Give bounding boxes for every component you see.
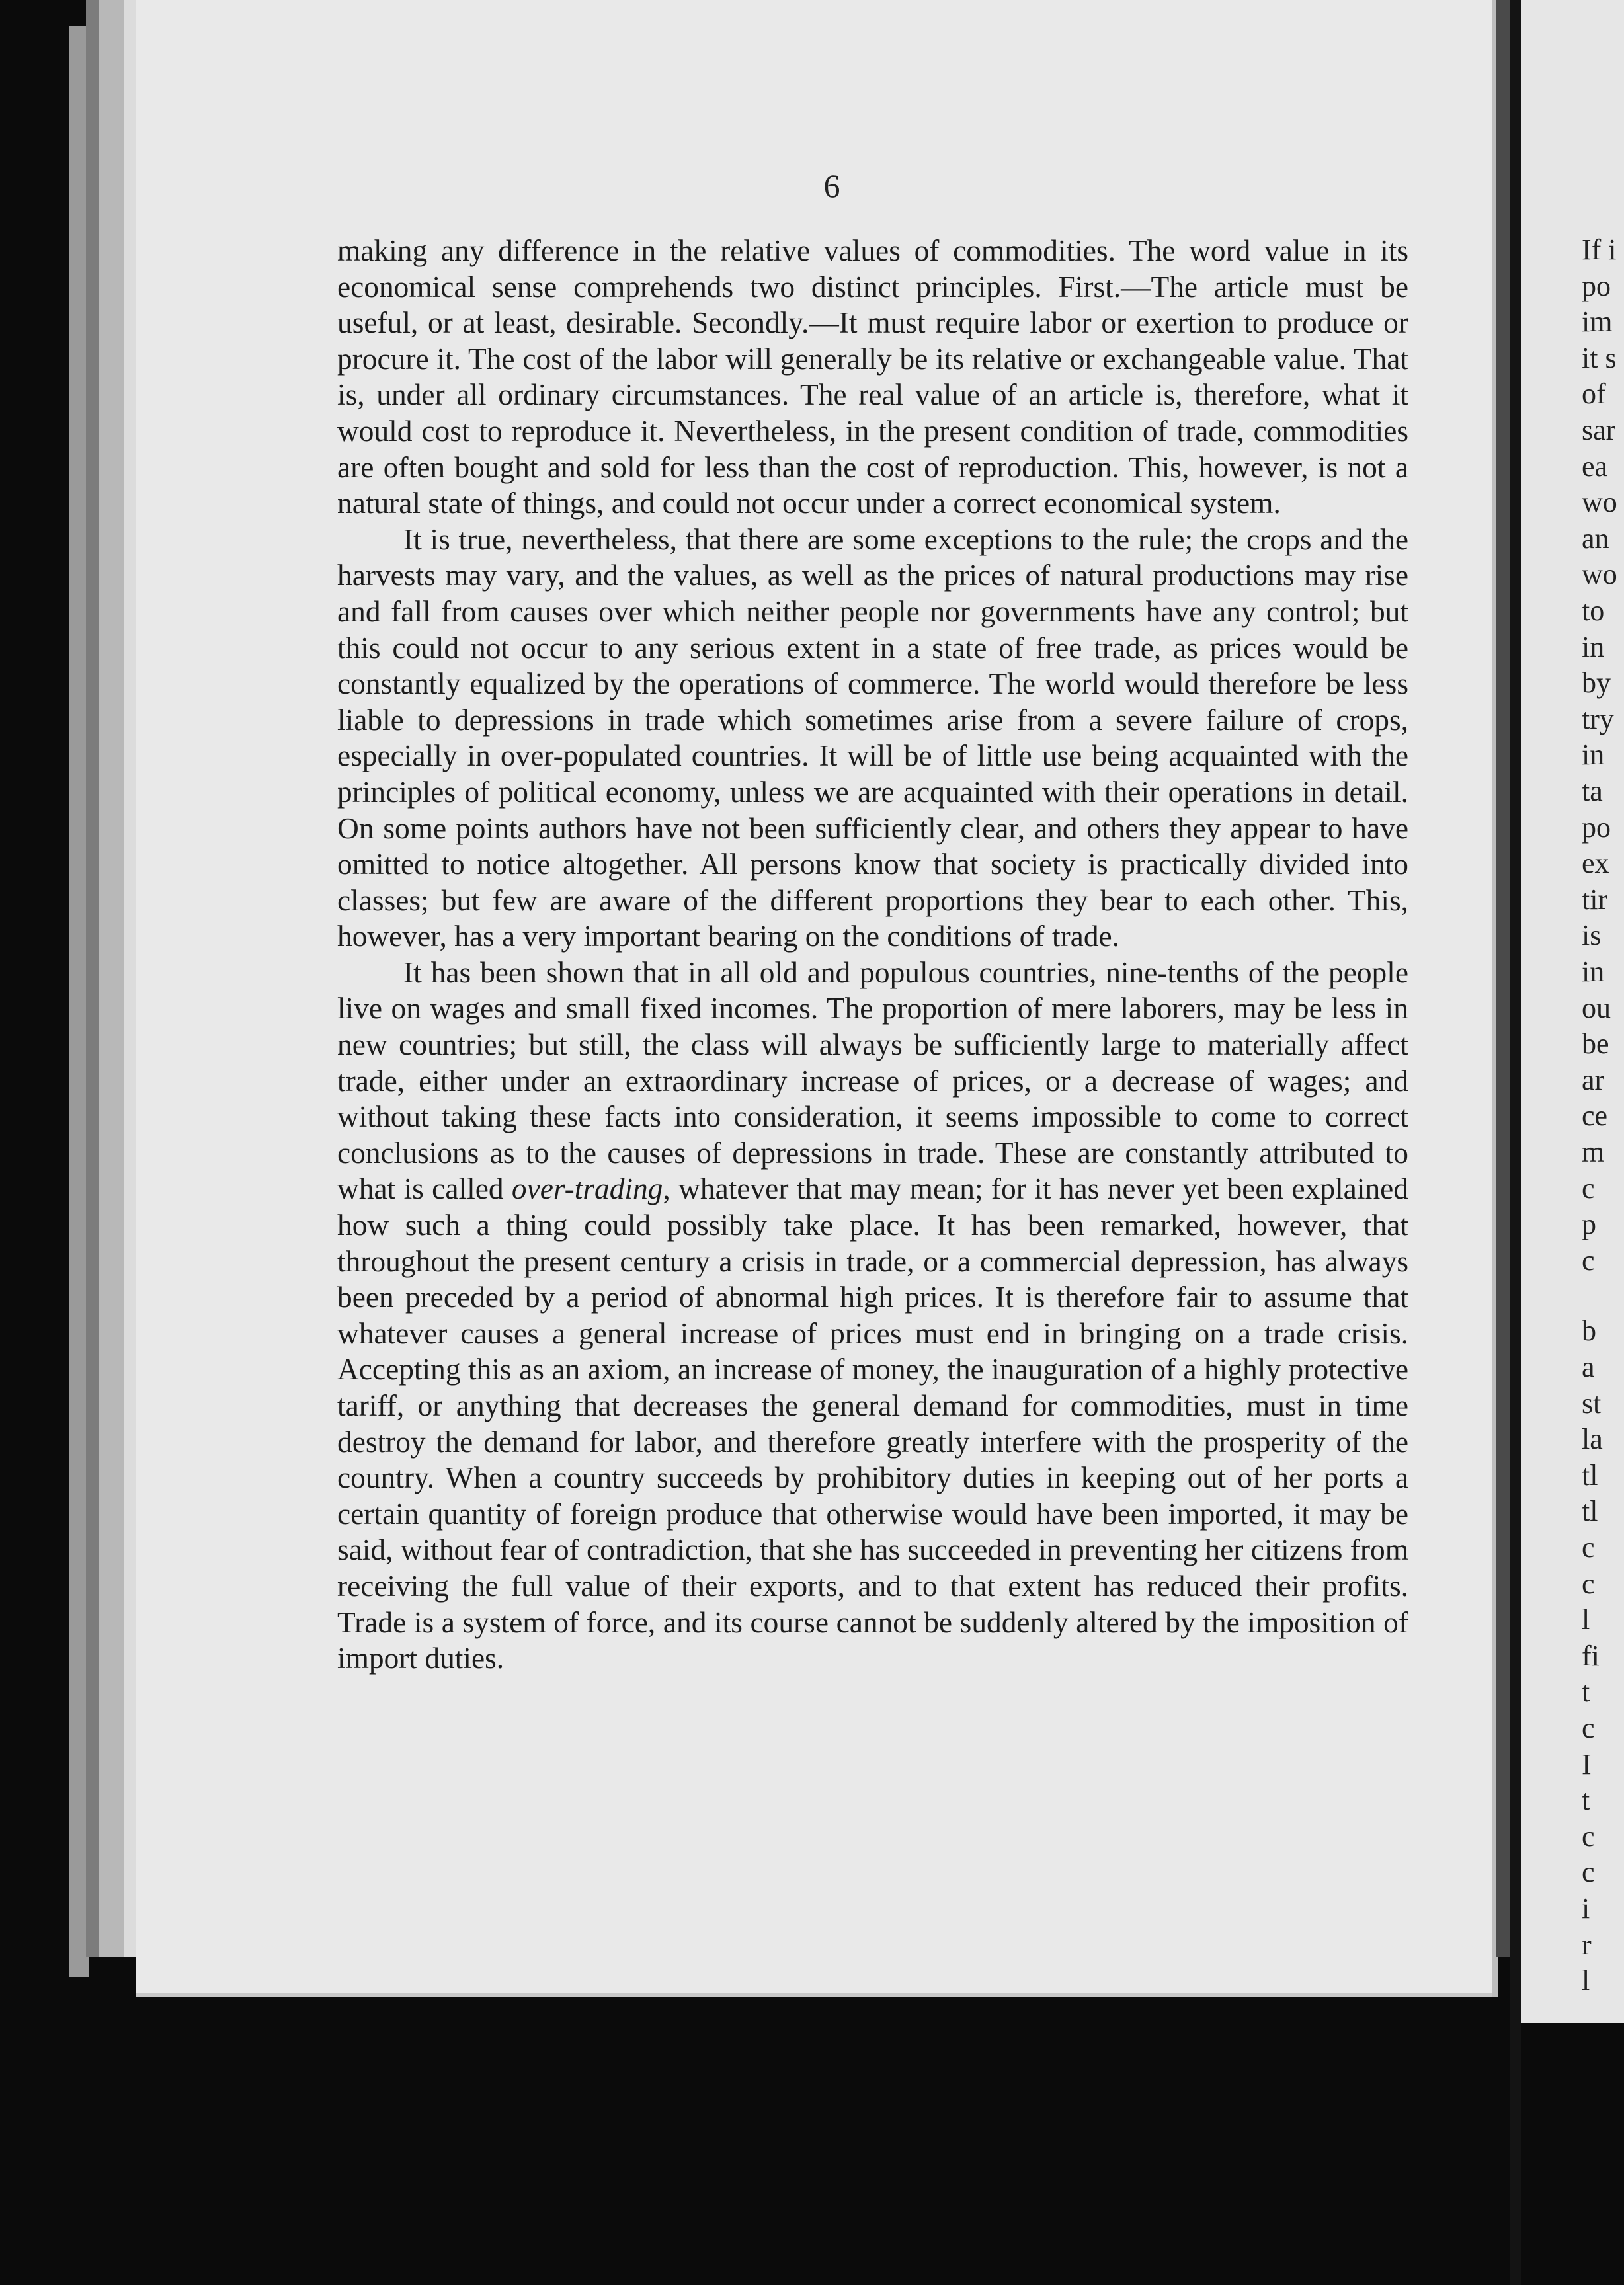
page-fold-shadow	[1496, 0, 1510, 1957]
paragraph-3	[337, 955, 1408, 1677]
facing-page-fragment: If i	[1582, 233, 1617, 266]
facing-page-fragment: it s	[1582, 341, 1617, 374]
facing-page-fragment: b	[1582, 1314, 1596, 1347]
facing-page-fragment: ou	[1582, 991, 1611, 1024]
facing-page-fragment: fi	[1582, 1639, 1600, 1672]
facing-page-fragment: c	[1582, 1712, 1595, 1744]
facing-page-fragment: ar	[1582, 1063, 1605, 1096]
facing-page-fragment: c	[1582, 1856, 1595, 1889]
stacked-page-edge	[99, 0, 126, 1957]
paragraph-2: It is true, nevertheless, that there are some exceptions to the rule; the crops and the harvests may vary, and the values, as well as the prices of natural productions may rise and fall from causes over which neither people nor governments have any control; but this could not occur to any serious extent in a state of free trade, as prices would be constantly equalized by the operations of commerce. The world would therefore be less liable to depressions in trade which sometimes arise from a severe failure of crops, especially in over-populated countries. It will be of little use being acquainted with the principles of political economy, unless we are acquainted with their operations in detail. On some points authors have not been sufficiently clear, and others they appear to have omitted to notice altogether. All persons know that society is practically divided into classes; but few are aware of the different proportions they bear to each other. This, however, has a very important bearing on the conditions of trade.	[337, 522, 1408, 953]
facing-page	[1521, 0, 1624, 2023]
facing-page-fragment: ex	[1582, 847, 1609, 880]
facing-page-fragment: wo	[1582, 486, 1617, 519]
italic-term: over-trading	[511, 1172, 663, 1206]
facing-page-fragment: po	[1582, 811, 1611, 844]
page-number: 6	[823, 167, 840, 204]
facing-page-fragment: a	[1582, 1351, 1595, 1383]
facing-page-fragment: in	[1582, 630, 1605, 663]
facing-page-fragment: l	[1582, 1603, 1590, 1636]
facing-page-fragment: t	[1582, 1675, 1590, 1708]
facing-page-fragment: by	[1582, 666, 1611, 700]
facing-page-fragment: ea	[1582, 450, 1608, 483]
facing-page-fragment: t	[1582, 1784, 1590, 1817]
facing-page-fragment: ce	[1582, 1100, 1608, 1133]
facing-page-fragment: c	[1582, 1567, 1595, 1600]
facing-page-fragment: l	[1582, 1964, 1590, 1997]
facing-page-fragment: try	[1582, 702, 1614, 735]
facing-page-fragment: ta	[1582, 775, 1603, 807]
facing-page-fragment: I	[1582, 1747, 1592, 1781]
facing-page-fragment: c	[1582, 1531, 1595, 1564]
facing-page-fragment: be	[1582, 1027, 1609, 1061]
facing-page-fragment: in	[1582, 739, 1605, 772]
facing-page-fragment: tl	[1582, 1495, 1598, 1528]
facing-page-fragment: sar	[1582, 414, 1616, 446]
facing-page-fragment: la	[1582, 1423, 1603, 1456]
paragraph-3-text: It has been shown that in all old and populous countries, nine-tenths of the people live on wages and small fixed incomes. The proportion of mere laborers, may be less in new countries; but still, the class will always be sufficiently large to materially affect trade, either under an extraordinary increase of prices, or a decrease of wages; and without taking these facts into consideration, it seems impossible to come to correct conclusions as to the causes of depressions in trade. These are constantly attributed to what is called	[337, 955, 1408, 1206]
facing-page-fragment: st	[1582, 1386, 1602, 1420]
facing-page-fragment: c	[1582, 1820, 1595, 1853]
facing-page-fragment: tl	[1582, 1459, 1598, 1492]
facing-page-fragment: p	[1582, 1208, 1596, 1241]
facing-page-fragment: of	[1582, 378, 1606, 411]
facing-page-fragment: r	[1582, 1928, 1592, 1961]
facing-page-fragment: im	[1582, 305, 1613, 339]
book-gutter	[1510, 0, 1521, 2285]
facing-page-fragment: in	[1582, 955, 1605, 988]
facing-page-fragment: is	[1582, 919, 1602, 952]
facing-page-fragment: c	[1582, 1172, 1595, 1205]
facing-page-fragment: po	[1582, 269, 1611, 302]
facing-page-fragment: i	[1582, 1892, 1590, 1925]
facing-page-fragment: c	[1582, 1244, 1595, 1277]
facing-page-fragment: tir	[1582, 883, 1608, 916]
paragraph-3-text-continued: , whatever that may mean; for it has never yet been explained how such a thing could possibly take place. It has been remarked, however, that throughout the present century a crisis in trade, or a commercial depression, has always been preceded by a period of abnormal high prices. It is therefore fair to assume that whatever causes a general increase of prices must end in bringing on a trade crisis. Accepting this as an axiom, an increase of money, the inauguration of a highly protective tariff, or anything that decreases the general demand for commodities, must in time destroy the demand for labor, and therefore greatly interfere with the prosperity of the country. When a country succeeds by prohibitory duties in keeping out of her ports a certain quantity of foreign produce that otherwise would have been imported, it may be said, without fear of contradiction, that she has succeeded in preventing her citizens from receiving the full value of their exports, and to that extent has reduced their profits. Trade is a system of force, and its course cannot be suddenly altered by the imposition of import duties.	[337, 1172, 1408, 1675]
facing-page-fragment: wo	[1582, 558, 1617, 591]
facing-page-fragment: m	[1582, 1136, 1605, 1168]
paragraph-1: making any difference in the relative values of commodities. The word value in its economical sense comprehends two distinct principles. First.—The article must be useful, or at least, desirable. Secondly.—It must require labor or exertion to produce or procure it. The cost of the labor will generally be its relative or exchangeable value. That is, under all ordinary circumstances. The real value of an article is, therefore, what it would cost to reproduce it. Nevertheless, in the present condition of trade, commodities are often bought and sold for less than the cost of reproduction. This, however, is not a natural state of things, and could not occur under a correct economical system.	[337, 234, 1408, 520]
facing-page-fragment: an	[1582, 522, 1609, 555]
body-text	[337, 233, 1408, 1677]
facing-page-fragment: to	[1582, 594, 1605, 627]
